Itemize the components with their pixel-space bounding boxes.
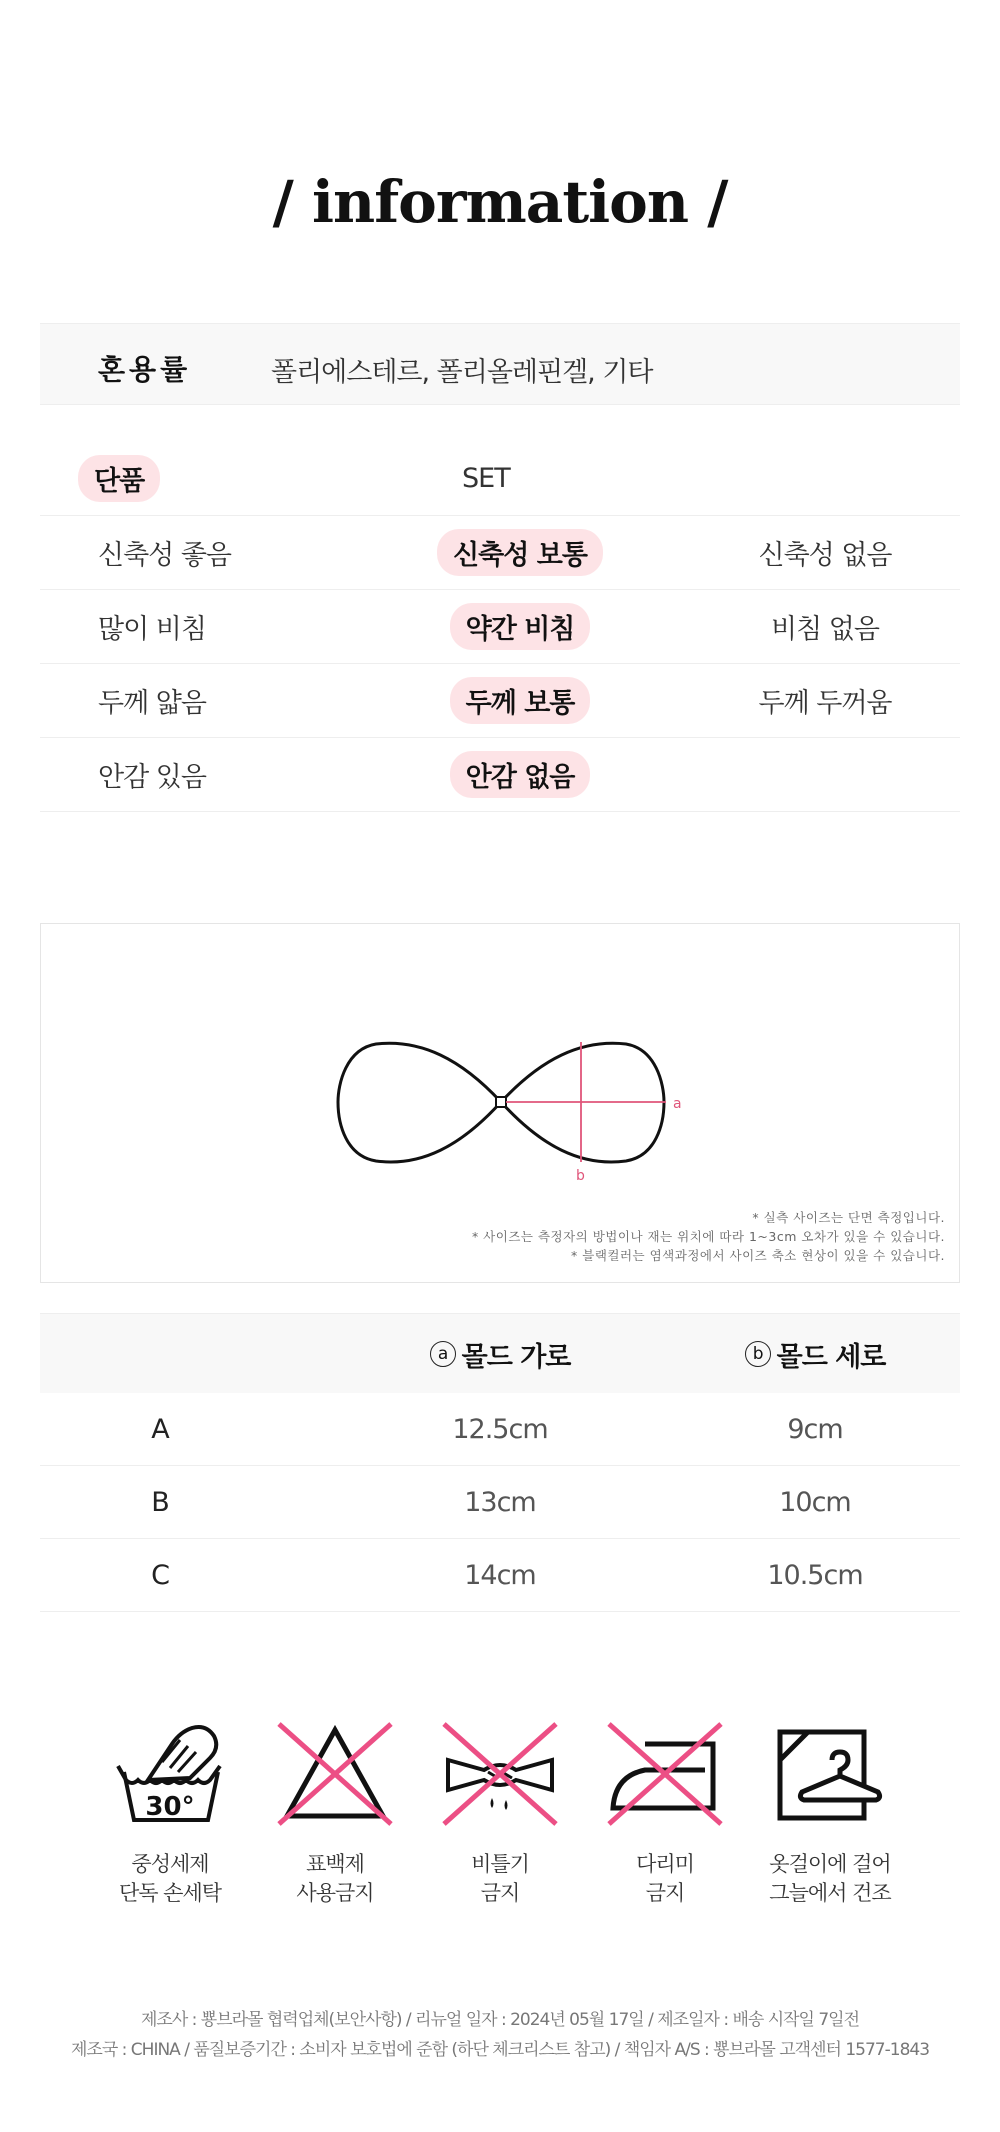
care-label: 사용금지 — [296, 1881, 374, 1905]
composition-value: 폴리에스테르, 폴리올레핀겔, 기타 — [271, 357, 653, 388]
marker-b-icon: b — [745, 1341, 771, 1367]
care-label: 금지 — [480, 1881, 520, 1905]
marker-a-icon: a — [430, 1341, 456, 1367]
size-width: 12.5cm — [452, 1414, 548, 1445]
dimension-label-b: b — [576, 1168, 585, 1184]
attribute-row-stretch — [40, 516, 960, 590]
care-label: 옷걸이에 걸어 — [769, 1852, 891, 1876]
composition-row — [40, 323, 960, 405]
footer-line: 제조사 : 뿅브라몰 협력업체(보안사항) / 리뉴얼 일자 : 2024년 05월 17일 / 제조일자 : 배송 시작일 7일전 — [140, 2010, 860, 2030]
size-width: 13cm — [464, 1487, 536, 1518]
measurement-note: * 블랙컬러는 염색과정에서 사이즈 축소 현상이 있을 수 있습니다. — [571, 1248, 945, 1263]
size-height: 10cm — [779, 1487, 851, 1518]
page-title: / information / — [272, 168, 728, 236]
care-label: 중성세제 — [131, 1852, 209, 1876]
attribute-option-selected: 신축성 보통 — [437, 529, 603, 576]
composition-label: 혼용률 — [98, 353, 192, 386]
attribute-option: 비침 없음 — [771, 614, 879, 645]
table-row — [40, 1539, 960, 1612]
attribute-option-selected: 약간 비침 — [450, 603, 591, 650]
attribute-row-thickness — [40, 664, 960, 738]
attribute-option: 두께 얇음 — [98, 688, 206, 719]
no-wring-icon — [440, 1720, 560, 1830]
size-name: C — [151, 1560, 169, 1591]
dimension-label-a: a — [673, 1096, 682, 1112]
size-width: 14cm — [464, 1560, 536, 1591]
attribute-option-selected: 두께 보통 — [450, 677, 591, 724]
care-item-no-bleach — [253, 1720, 417, 1908]
care-item-hang-dry — [748, 1720, 912, 1908]
measurement-notes — [472, 1208, 945, 1265]
size-height: 9cm — [787, 1414, 843, 1445]
size-table-header — [40, 1313, 960, 1393]
attribute-option: 많이 비침 — [98, 614, 206, 645]
care-label: 다리미 — [636, 1852, 694, 1876]
care-label: 단독 손세탁 — [118, 1881, 222, 1905]
footer-line: 제조국 : CHINA / 품질보증기간 : 소비자 보호법에 준함 (하단 체크리스트 참고) / 책임자 A/S : 뿅브라몰 고객센터 1577-1843 — [70, 2040, 930, 2060]
care-label: 그늘에서 건조 — [769, 1881, 891, 1905]
svg-text:30°: 30° — [145, 1792, 195, 1822]
attribute-row-lining — [40, 738, 960, 812]
product-footer-info — [0, 2005, 1000, 2065]
care-label: 비틀기 — [471, 1852, 529, 1876]
column-header-width: a 몰드 가로 — [330, 1314, 670, 1394]
care-item-hand-wash — [88, 1720, 252, 1908]
attribute-option: 두께 두꺼움 — [758, 688, 892, 719]
no-bleach-icon — [275, 1720, 395, 1830]
attribute-option-single: 단품 — [78, 455, 160, 502]
attribute-row-type — [40, 442, 960, 516]
care-label: 표백제 — [306, 1852, 364, 1876]
attribute-option-selected: 안감 없음 — [450, 751, 591, 798]
no-iron-icon — [605, 1720, 725, 1830]
size-name: B — [151, 1487, 169, 1518]
measurement-diagram — [40, 923, 960, 1283]
hang-dry-shade-icon — [770, 1720, 890, 1830]
table-row — [40, 1393, 960, 1466]
care-item-no-iron — [583, 1720, 747, 1908]
attribute-option: 안감 있음 — [98, 762, 206, 793]
care-item-no-wring — [418, 1720, 582, 1908]
hand-wash-30-icon — [110, 1720, 230, 1830]
attribute-row-sheerness — [40, 590, 960, 664]
attribute-option: 신축성 없음 — [758, 540, 892, 571]
attribute-option: 신축성 좋음 — [98, 540, 231, 571]
measurement-note: * 실측 사이즈는 단면 측정입니다. — [752, 1210, 945, 1225]
size-height: 10.5cm — [767, 1560, 863, 1591]
column-header-height: b 몰드 세로 — [670, 1314, 960, 1394]
care-label: 금지 — [645, 1881, 685, 1905]
size-table — [40, 1313, 960, 1612]
measurement-note: * 사이즈는 측정자의 방법이나 재는 위치에 따라 1~3cm 오차가 있을 수 있습니다. — [471, 1229, 945, 1244]
attribute-option-set: SET — [462, 463, 510, 494]
care-instructions — [0, 1720, 1000, 1920]
size-name: A — [151, 1414, 169, 1445]
table-row — [40, 1466, 960, 1539]
